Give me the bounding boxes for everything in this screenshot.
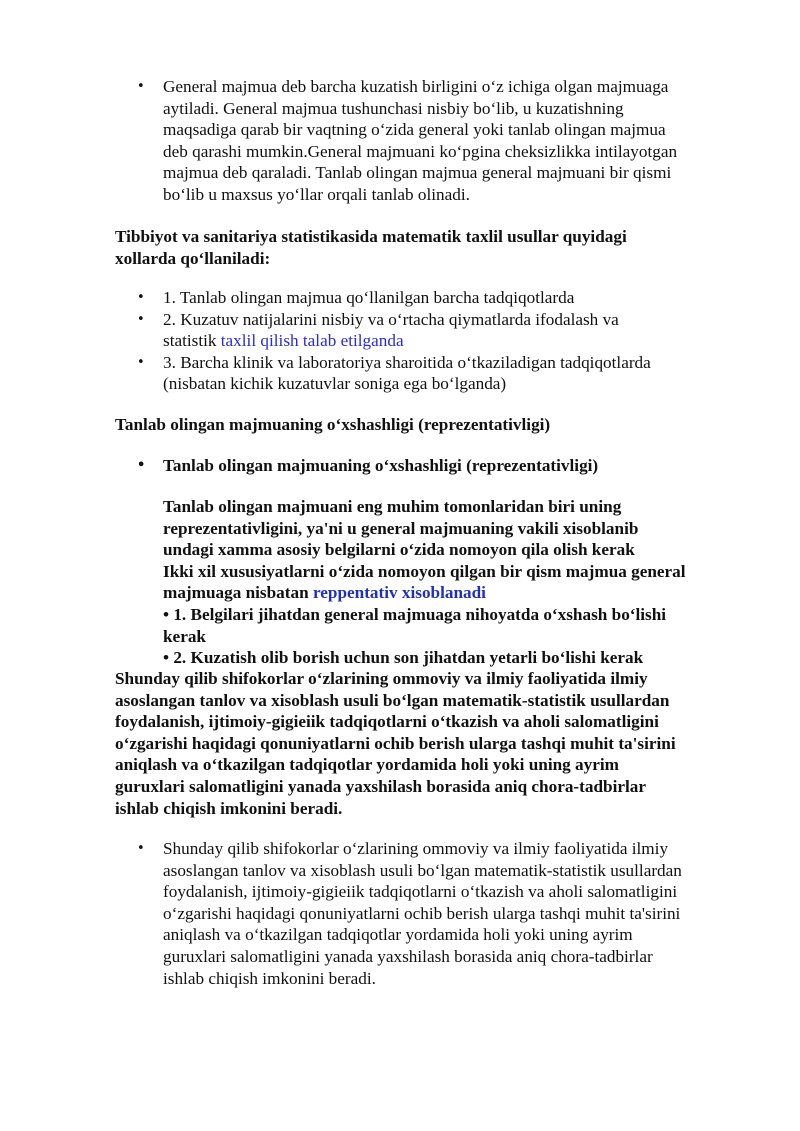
text-line: boʻlib u maxsus yoʻllar orqali tanlab olinadi. bbox=[163, 184, 470, 204]
conclusion-bullet-item bbox=[137, 838, 737, 989]
text-line: guruxlari salomatligini yanada yaxshilash borasida aniq chora-tadbirlar bbox=[115, 776, 646, 796]
text-line: foydalanish, ijtimoiy-gigieiik tadqiqotlarni oʻtkazish va aholi salomatligini bbox=[163, 882, 678, 902]
intro-bullet-item bbox=[137, 76, 737, 206]
text-line: asoslangan tanlov va xisoblash usuli boʻlgan matematik-statistik usullardan bbox=[115, 690, 670, 710]
text-line: ishlab chiqish imkonini beradi. bbox=[163, 968, 376, 988]
text-line: ishlab chiqish imkonini beradi. bbox=[115, 798, 343, 818]
list-item bbox=[137, 309, 737, 352]
text-line: aniqlash va oʻtkazilgan tadqiqotlar yordamida holi yoki uning ayrim bbox=[115, 755, 619, 775]
text-line: (nisbatan kichik kuzatuvlar soniga ega boʻlganda) bbox=[163, 374, 507, 394]
list-item bbox=[137, 352, 737, 395]
text-line: Shunday qilib shifokorlar oʻzlarining ommoviy va ilmiy faoliyatida ilmiy bbox=[115, 669, 648, 688]
representativeness-bullet-list bbox=[137, 455, 737, 477]
section-heading-methods bbox=[115, 226, 715, 269]
text-line: deb qarashi mumkin.General majmuani koʻpgina cheksizlikka intilayotgan bbox=[163, 141, 678, 161]
list-item bbox=[137, 287, 737, 309]
text-line: kerak bbox=[163, 626, 206, 646]
text-line: • Shunday qilib shifokorlar oʻzlarining ommoviy va ilmiy faoliyatida ilmiy bbox=[163, 839, 669, 858]
analysis-link[interactable]: taxlil qilish talab etilganda bbox=[220, 331, 404, 351]
text-line: reprezentativligini, ya'ni u general majmuaning vakili xisoblanib bbox=[163, 518, 639, 538]
text-line: Tanlab olingan majmuaning oʻxshashligi (reprezentativligi) bbox=[115, 415, 551, 434]
text-line: Tanlab olingan majmuani eng muhim tomonlaridan biri uning bbox=[163, 497, 622, 516]
text-line: • 1. Tanlab olingan majmua qoʻllanilgan barcha tadqiqotlarda bbox=[163, 288, 575, 307]
conclusion-bullet-list bbox=[137, 838, 737, 989]
text-line: Tibbiyot va sanitariya statistikasida matematik taxlil usullar quyidagi bbox=[115, 227, 627, 246]
text-line: • 3. Barcha klinik va laboratoriya sharoitida oʻtkaziladigan tadqiqotlarda bbox=[163, 352, 651, 372]
text-line: • 2. Kuzatuv natijalarini nisbiy va oʻrtacha qiymatlarda ifodalash va bbox=[163, 309, 619, 329]
text-line: oʻzgarishi haqidagi qonuniyatlarni ochib berish ularga tashqi muhit ta'sirini bbox=[115, 733, 676, 753]
text-line: • General majmua deb barcha kuzatish birligini oʻz ichiga olgan majmuaga bbox=[163, 77, 669, 96]
text-line: Ikki xil xususiyatlarni oʻzida nomoyon qilgan bir qism majmua general bbox=[163, 561, 686, 581]
text-line: aniqlash va oʻtkazilgan tadqiqotlar yordamida holi yoki uning ayrim bbox=[163, 925, 633, 945]
representativeness-block bbox=[163, 496, 753, 669]
text-line: foydalanish, ijtimoiy-gigieiik tadqiqotlarni oʻtkazish va aholi salomatligini bbox=[115, 712, 659, 732]
text-line: aytiladi. General majmua tushunchasi nisbiy boʻlib, u kuzatishning bbox=[163, 98, 624, 118]
text-line: oʻzgarishi haqidagi qonuniyatlarni ochib berish ularga tashqi muhit ta'sirini bbox=[163, 903, 681, 923]
representative-link[interactable]: reppentativ xisoblanadi bbox=[312, 583, 486, 603]
section-heading-representativeness bbox=[115, 414, 715, 436]
list-item bbox=[137, 455, 737, 477]
text-line: majmua deb qaraladi. Tanlab olingan majmua general majmuani bir qismi bbox=[163, 163, 672, 183]
conclusion-bold-paragraph bbox=[115, 668, 735, 819]
text-span: majmuaga nisbatan bbox=[163, 583, 313, 603]
methods-bullet-list bbox=[137, 287, 737, 395]
text-line: maqsadiga qarab bir vaqtning oʻzida general yoki tanlab olingan majmua bbox=[163, 120, 666, 140]
point-two: • 2. Kuzatish olib borish uchun son jihatdan yetarli boʻlishi kerak bbox=[163, 648, 644, 668]
text-line: undagi xamma asosiy belgilarni oʻzida nomoyon qila olish kerak bbox=[163, 540, 635, 560]
text-line: • Tanlab olingan majmuaning oʻxshashligi (reprezentativligi) bbox=[163, 456, 599, 475]
text-line: asoslangan tanlov va xisoblash usuli boʻlgan matematik-statistik usullardan bbox=[163, 860, 682, 880]
point-one: • 1. Belgilari jihatdan general majmuaga nihoyatda oʻxshash boʻlishi bbox=[163, 604, 667, 624]
text-line bbox=[163, 582, 753, 604]
intro-bullet-list bbox=[137, 76, 737, 206]
text-span: statistik bbox=[163, 331, 221, 351]
text-line: xollarda qoʻllaniladi: bbox=[115, 248, 271, 268]
text-line bbox=[163, 330, 737, 352]
text-line: guruxlari salomatligini yanada yaxshilash borasida aniq chora-tadbirlar bbox=[163, 946, 653, 966]
